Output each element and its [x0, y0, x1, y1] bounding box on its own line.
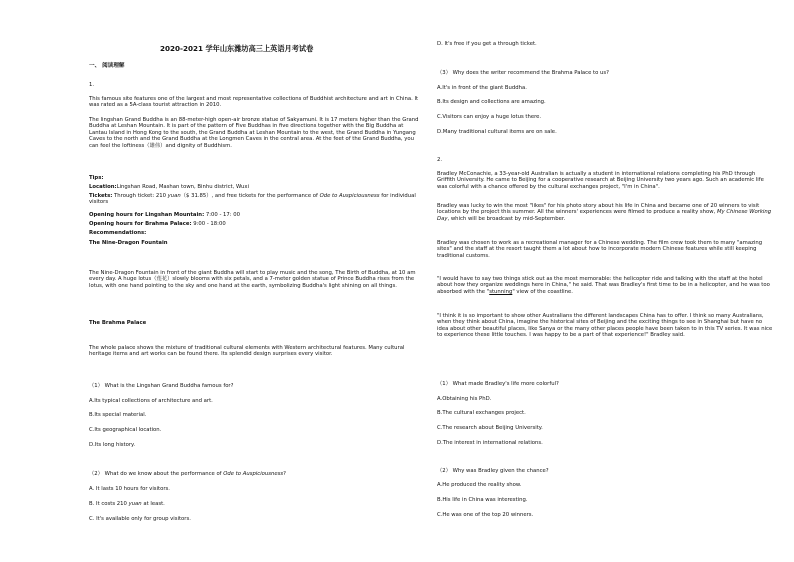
passage2-p2	[437, 203, 773, 222]
tickets-label: Tickets:	[89, 193, 113, 199]
palace-heading: The Brahma Palace	[89, 320, 147, 326]
passage2-p1: Bradley McConachie, a 33-year-old Australian is actually a student in international relations completing his PhD through Griffith University. He came to Beijing for a cooperative research at Beijing University two years ago. Such an academic life was colorful with a chance offered by the cultural exchanges project, "I'm in China".	[437, 171, 764, 190]
option-2-2-a: A.He produced the reality show.	[437, 482, 522, 488]
section-heading: 一、 阅读理解	[89, 63, 125, 69]
question-1-1: （1） What is the Lingshan Grand Buddha famous for?	[89, 383, 234, 389]
hours2-value: 9:00 - 18:00	[191, 221, 226, 227]
option-2-1-d: D.The interest in international relations.	[437, 440, 543, 446]
question-2-1: （1） What made Bradley's life more colorful?	[437, 381, 559, 387]
p2-text-b: , which will be broadcast by mid-September.	[447, 215, 566, 222]
q2b-text-a: B. It costs 210	[89, 501, 129, 507]
passage1-intro: This famous site features one of the largest and most representative collections of Buddhist architecture and art in China. It was rated as a 5A-class tourist attraction in 2010.	[89, 96, 419, 109]
hours2-line	[89, 221, 226, 227]
passage2-p5: "I think it is so important to show other Australians the different landscapes China has to offer. I think so many Australians, when they think about China, imagine the historical sites of Beijing and the exciting things to see in Shanghai but have no idea about other beautiful places, like Sanya or the many other places people have been taken to in this TV series. It was nice to experience these little touches. I was happy to be a part of that experience!" Bradley said.	[437, 313, 773, 339]
q2b-yuan: yuan	[128, 501, 142, 507]
question-2-2: （2） Why was Bradley given the chance?	[437, 468, 549, 474]
tickets-text-a: Through ticket: 210	[112, 193, 168, 199]
option-1-2-d: D. It's free if you get a through ticket.	[437, 41, 537, 47]
passage2-p3: Bradley was chosen to work as a recreational manager for a Chinese wedding. The film crew took them to many "amazing sites" and the staff at the resort taught them a lot about how to incorporate modern Chinese features while still keeping traditional customs.	[437, 240, 763, 259]
q2-ode: Ode to Auspiciousness	[223, 471, 284, 477]
p2-text-a: Bradley was lucky to win the most "likes" for his photo story about his life in China and became one of 20 winners to visit locations by the project this summer. All the winners' experiences were filmed to produce a reality show,	[437, 203, 760, 216]
tickets-text-c: for individual visitors	[89, 193, 416, 206]
location-line	[89, 184, 421, 190]
option-1-1-a: A.Its typical collections of architecture and art.	[89, 398, 213, 404]
tickets-text-b: （$ 31.85）, and free tickets for the performance of	[180, 193, 320, 199]
recommendations-label: Recommendations:	[89, 230, 147, 236]
option-2-2-c: C.He was one of the top 20 winners.	[437, 512, 534, 518]
question-1-3: （3） Why does the writer recommend the Brahma Palace to us?	[437, 70, 609, 76]
option-1-3-d: D.Many traditional cultural items are on sale.	[437, 129, 557, 135]
palace-text: The whole palace shows the mixture of traditional cultural elements with Western architectural features. Many cultural heritage items and art works can be found there. Its splendid design surprises every visitor.	[89, 345, 405, 358]
p2-show: My Chinese Working Day	[437, 209, 772, 222]
passage1-buddha: The lingshan Grand Buddha is an 88-meter-high open-air bronze statue of Sakyamuni. It is 17 meters higher than the Grand Buddha at Leshan Mountain. It is part of the pattern of Five Buddhas in five directions together with the Big Buddha at Lantau Island in Hong Kong to the south, the Grand Buddha at Leshan Mountain to the west, the Grand Buddha in Yungang Caves to the north and the Grand Buddha at the Longmen Caves in the central area. At the feet of the Grand Buddha, you can feel the loftiness（雄伟）and dignity of Buddhism.	[89, 117, 419, 149]
p4-stunning: stunning	[489, 288, 513, 295]
p4-text-b: " view of the coastline.	[512, 288, 573, 295]
tickets-line	[89, 193, 421, 206]
option-1-1-b: B.Its special material.	[89, 412, 147, 418]
option-2-1-c: C.The research about Beijing University.	[437, 425, 543, 431]
passage2-number: 2.	[437, 157, 443, 163]
location-value: Lingshan Road, Mashan town, Binhu district, Wuxi	[116, 184, 249, 190]
question-1-2	[89, 471, 286, 477]
option-1-2-c: C. It's available only for group visitors.	[89, 516, 191, 522]
fountain-text: The Nine-Dragon Fountain in front of the giant Buddha will start to play music and the song, The Birth of Buddha, at 10 am every day. A huge lotus（莲花）slowly blooms with six petals, and a 7-meter golden statue of Prince Buddha rises from the lotus, with one hand pointing to the sky and one hand at the earth, symbolizing Buddha's light shining on all things.	[89, 270, 416, 289]
hours1-value: 7:00 - 17: 00	[204, 212, 241, 218]
tickets-yuan: yuan	[167, 193, 181, 199]
hours1-line	[89, 212, 240, 218]
hours2-label: Opening hours for Brahma Palace:	[89, 221, 192, 227]
q2-end: ?	[283, 471, 286, 477]
option-1-1-c: C.Its geographical location.	[89, 427, 162, 433]
hours1-label: Opening hours for Lingshan Mountain:	[89, 212, 205, 218]
option-1-1-d: D.Its long history.	[89, 442, 136, 448]
option-1-2-a: A. It lasts 10 hours for visitors.	[89, 486, 170, 492]
p4-text-a: "I would have to say two things stick out as the most memorable: the helicopter ride and talking with the staff at the hotel about how they organize weddings here in China," he said. That was Bradley's first time to be in a helicopter, and he was too absorbed with the "	[437, 276, 770, 295]
passage2-p4	[437, 276, 773, 295]
passage1-number: 1.	[89, 82, 95, 88]
option-2-1-b: B.The cultural exchanges project.	[437, 410, 526, 416]
location-label: Location:	[89, 184, 117, 190]
option-1-3-c: C.Visitors can enjoy a huge lotus there.	[437, 114, 542, 120]
option-1-2-b	[89, 501, 165, 507]
tips-label: Tips:	[89, 175, 104, 181]
option-1-3-b: B.Its design and collections are amazing.	[437, 99, 546, 105]
option-2-2-b: B.His life in China was interesting.	[437, 497, 528, 503]
fountain-heading: The Nine-Dragon Fountain	[89, 240, 168, 246]
q2b-text-b: at least.	[141, 501, 165, 507]
q2-text: （2） What do we know about the performance of	[89, 471, 224, 477]
option-2-1-a: A.Obtaining his PhD.	[437, 396, 492, 402]
option-1-3-a: A.It's in front of the giant Buddha.	[437, 85, 527, 91]
tickets-ode: Ode to Auspiciousness	[319, 193, 380, 199]
exam-title: 2020-2021 学年山东潍坊高三上英语月考试卷	[160, 44, 314, 53]
